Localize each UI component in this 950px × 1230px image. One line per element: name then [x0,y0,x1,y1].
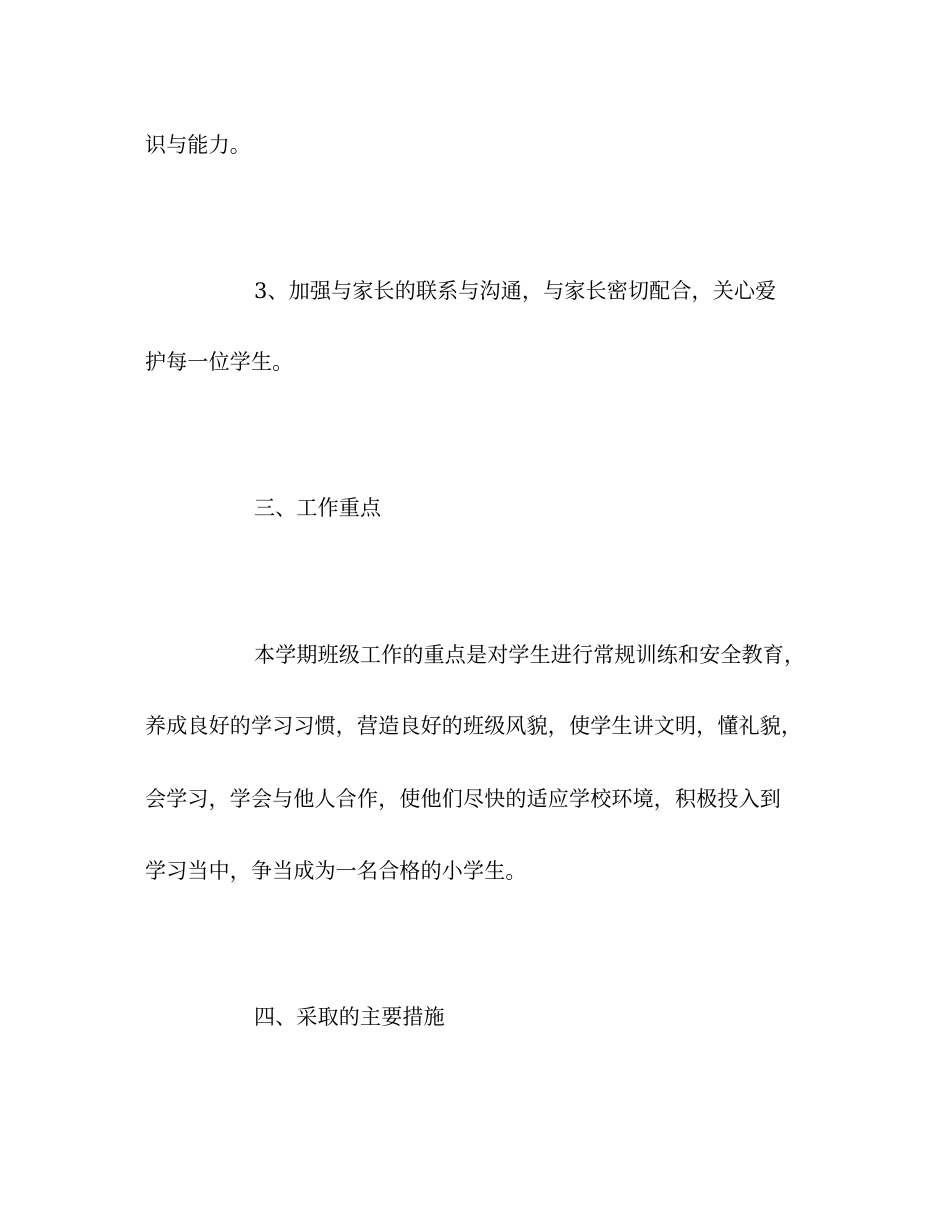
section-heading: 四、采取的主要措施 [254,1005,445,1029]
paragraph-line: 养成良好的学习习惯，营造良好的班级风貌，使学生讲文明，懂礼貌， [145,714,803,738]
paragraph-line: 本学期班级工作的重点是对学生进行常规训练和安全教育， [254,643,806,667]
paragraph-line: 学习当中，争当成为一名合格的小学生。 [145,859,527,883]
paragraph-line: 护每一位学生。 [145,350,294,374]
paragraph-line: 识与能力。 [145,133,251,157]
section-heading: 三、工作重点 [254,496,382,520]
paragraph-line: 会学习，学会与他人合作，使他们尽快的适应学校环境，积极投入到 [145,787,781,811]
paragraph-line: 3、加强与家长的联系与沟通，与家长密切配合，关心爱 [254,279,777,303]
